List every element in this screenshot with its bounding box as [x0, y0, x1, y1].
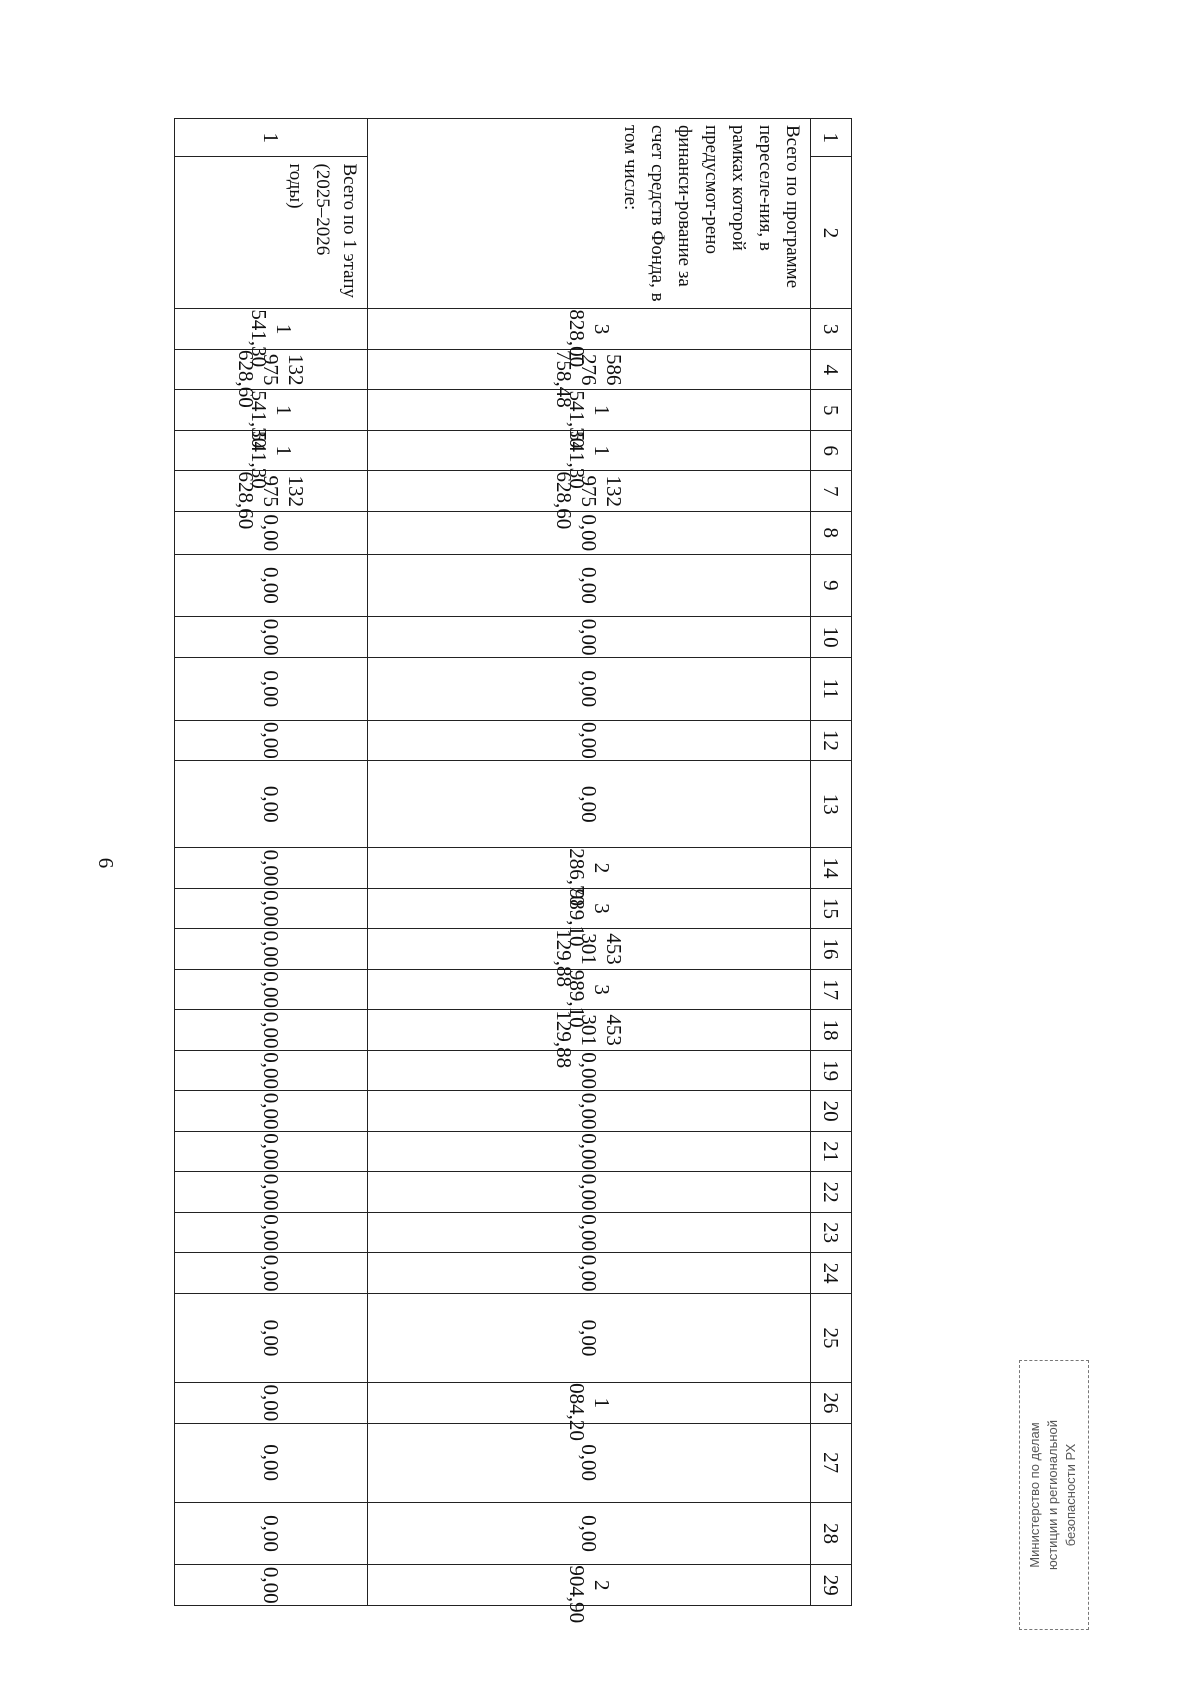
table-cell: 0,00: [175, 1565, 368, 1606]
table-cell: 0,00: [368, 1212, 811, 1253]
column-number: 7: [811, 471, 852, 512]
table-cell: 0,00: [368, 1502, 811, 1565]
table-cell: 453 301 129,88: [368, 929, 811, 970]
table-cell: 0,00: [175, 1010, 368, 1051]
column-number: 1: [811, 119, 852, 157]
table-cell: 0,00: [368, 657, 811, 720]
column-number: 21: [811, 1131, 852, 1172]
table-cell: 1 541,30: [368, 430, 811, 471]
column-number: 19: [811, 1050, 852, 1091]
column-number: 2: [811, 157, 852, 309]
table-cell: 453 301 129,88: [368, 1010, 811, 1051]
column-number: 24: [811, 1253, 852, 1294]
column-number: 6: [811, 430, 852, 471]
financing-table-rotated: [194, 118, 852, 1624]
table-cell: 0,00: [175, 1253, 368, 1294]
table-cell: 2 286,70: [368, 848, 811, 889]
table-cell: 0,00: [175, 512, 368, 555]
column-number: 3: [811, 309, 852, 350]
column-number: 25: [811, 1293, 852, 1382]
table-cell: 3 989,10: [368, 969, 811, 1010]
page-number: 6: [94, 857, 118, 869]
table-cell: 0,00: [368, 554, 811, 617]
table-cell: 0,00: [175, 848, 368, 889]
table-row: [175, 119, 368, 1606]
column-number: 13: [811, 761, 852, 848]
table-cell: 132 975 628,60: [175, 349, 368, 390]
table-cell: 3 828,00: [368, 309, 811, 350]
table-cell: 0,00: [175, 1383, 368, 1424]
stamp-line-2: юстиции и региональной: [1045, 1419, 1060, 1571]
table-cell: 1 541,30: [175, 309, 368, 350]
table-cell: 0,00: [175, 888, 368, 929]
table-cell: 132 975 628,60: [368, 471, 811, 512]
table-cell: 0,00: [175, 1091, 368, 1132]
stamp-line-3: безопасности РХ: [1063, 1443, 1078, 1547]
table-cell: 586 276 758,48: [368, 349, 811, 390]
table-row: [368, 119, 811, 1606]
table-cell: 3 989,10: [368, 888, 811, 929]
table-cell: 0,00: [368, 1293, 811, 1382]
column-number: 8: [811, 512, 852, 555]
table-cell: 0,00: [175, 969, 368, 1010]
column-number: 18: [811, 1010, 852, 1051]
row-index: 1: [175, 119, 368, 157]
table-cell: 1 541,30: [175, 390, 368, 431]
table-cell: 0,00: [368, 1050, 811, 1091]
table-cell: 0,00: [175, 1131, 368, 1172]
column-number: 12: [811, 720, 852, 761]
row-label: Всего по программе переселе-ния, в рамках которой предусмот-рено финанси-рование за счет средств Фонда, в том числе:: [368, 119, 811, 309]
stamp-line-1: Министерство по делам: [1027, 1422, 1042, 1568]
table-cell: 1 084,20: [368, 1383, 811, 1424]
column-number: 17: [811, 969, 852, 1010]
table-cell: 0,00: [368, 761, 811, 848]
table-cell: 2 904,90: [368, 1565, 811, 1606]
table-cell: 0,00: [175, 720, 368, 761]
column-number: 11: [811, 657, 852, 720]
table-cell: 1 541,30: [175, 430, 368, 471]
table-cell: 0,00: [368, 720, 811, 761]
table-cell: 0,00: [368, 1253, 811, 1294]
table-cell: 0,00: [368, 617, 811, 658]
column-number: 26: [811, 1383, 852, 1424]
table-cell: 0,00: [175, 929, 368, 970]
table-cell: 0,00: [175, 1050, 368, 1091]
financing-table: [174, 118, 852, 1624]
column-number: 5: [811, 390, 852, 431]
column-number: 27: [811, 1423, 852, 1502]
table-cell: 0,00: [368, 1172, 811, 1213]
column-number: 23: [811, 1212, 852, 1253]
column-number: 20: [811, 1091, 852, 1132]
column-number: 9: [811, 554, 852, 617]
table-cell: 0,00: [175, 617, 368, 658]
row-label: Всего по 1 этапу (2025–2026 годы): [175, 157, 368, 309]
table-cell: 0,00: [368, 1131, 811, 1172]
table-cell: 0,00: [368, 1091, 811, 1132]
table-cell: 0,00: [175, 1502, 368, 1565]
column-number: 4: [811, 349, 852, 390]
column-number: 22: [811, 1172, 852, 1213]
table-cell: 0,00: [175, 1172, 368, 1213]
table-cell: 0,00: [368, 512, 811, 555]
table-cell: 0,00: [175, 554, 368, 617]
column-number-row: [811, 119, 852, 1606]
table-cell: 0,00: [175, 1212, 368, 1253]
table-cell: 0,00: [175, 761, 368, 848]
column-number: 10: [811, 617, 852, 658]
table-cell: 0,00: [175, 1423, 368, 1502]
registration-stamp: [1006, 1360, 1102, 1630]
column-number: 14: [811, 848, 852, 889]
table-cell: 0,00: [175, 657, 368, 720]
table-cell: 0,00: [175, 1293, 368, 1382]
column-number: 15: [811, 888, 852, 929]
table-cell: 1 541,30: [368, 390, 811, 431]
column-number: 29: [811, 1565, 852, 1606]
column-number: 16: [811, 929, 852, 970]
table-cell: 132 975 628,60: [175, 471, 368, 512]
table-cell: 0,00: [368, 1423, 811, 1502]
column-number: 28: [811, 1502, 852, 1565]
